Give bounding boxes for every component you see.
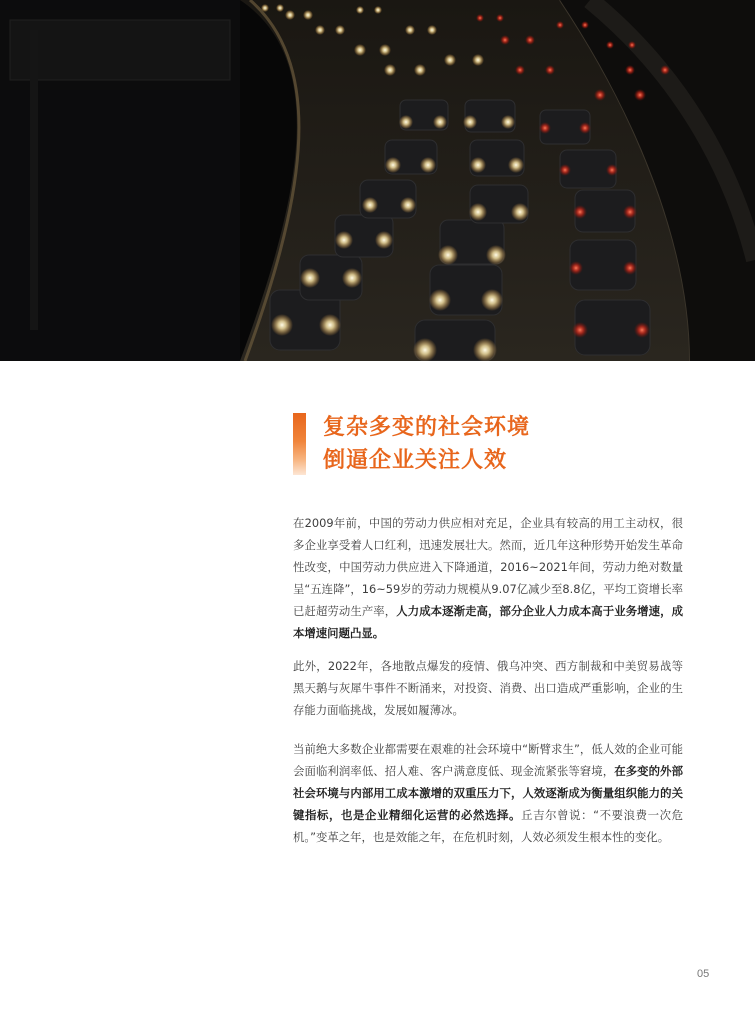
hero-photo — [0, 0, 755, 361]
paragraph-3-text: 当前绝大多数企业都需要在艰难的社会环境中“断臂求生”，低人效的企业可能会面临利润率低、招人难、客户满意度低、现金流紧张等窘境， — [293, 742, 683, 778]
paragraph-2 — [293, 655, 683, 721]
section-heading — [293, 413, 713, 477]
heading-line-1: 复杂多变的社会环境 — [323, 415, 531, 440]
heading-line-2: 倒逼企业关注人效 — [323, 448, 508, 473]
paragraph-2-text: 此外，2022年，各地散点爆发的疫情、俄乌冲突、西方制裁和中美贸易战等黑天鹅与灰犀牛事件不断涌来，对投资、消费、出口造成严重影响，企业的生存能力面临挑战，发展如履薄冰。 — [293, 659, 683, 717]
paragraph-3-tail: 丘吉尔曾说：“不要浪费一次危机。”变革之年，也是效能之年，在危机时刻，人效必须发生根本性的变化。 — [293, 808, 683, 844]
traffic-jam-night-photo-icon — [0, 0, 755, 361]
paragraph-1-bold: 人力成本逐渐走高，部分企业人力成本高于业务增速，成本增速问题凸显。 — [293, 604, 683, 640]
paragraph-3-bold: 在多变的外部社会环境与内部用工成本激增的双重压力下，人效逐渐成为衡量组织能力的关键指标，也是企业精细化运营的必然选择。 — [293, 764, 683, 822]
paragraph-3 — [293, 738, 683, 848]
paragraph-1 — [293, 512, 683, 644]
page-number: 05 — [697, 968, 710, 980]
paragraph-1-text: 在2009年前，中国的劳动力供应相对充足，企业具有较高的用工主动权，很多企业享受着人口红利，迅速发展壮大。然而，近几年这种形势开始发生革命性改变，中国劳动力供应进入下降通道，2016~2021年间，劳动力绝对数量呈“五连降”，16~59岁的劳动力规模从9.07亿减少至8.8亿，平均工资增长率已赶超劳动生产率， — [293, 516, 683, 618]
heading-accent-bar — [293, 413, 306, 475]
